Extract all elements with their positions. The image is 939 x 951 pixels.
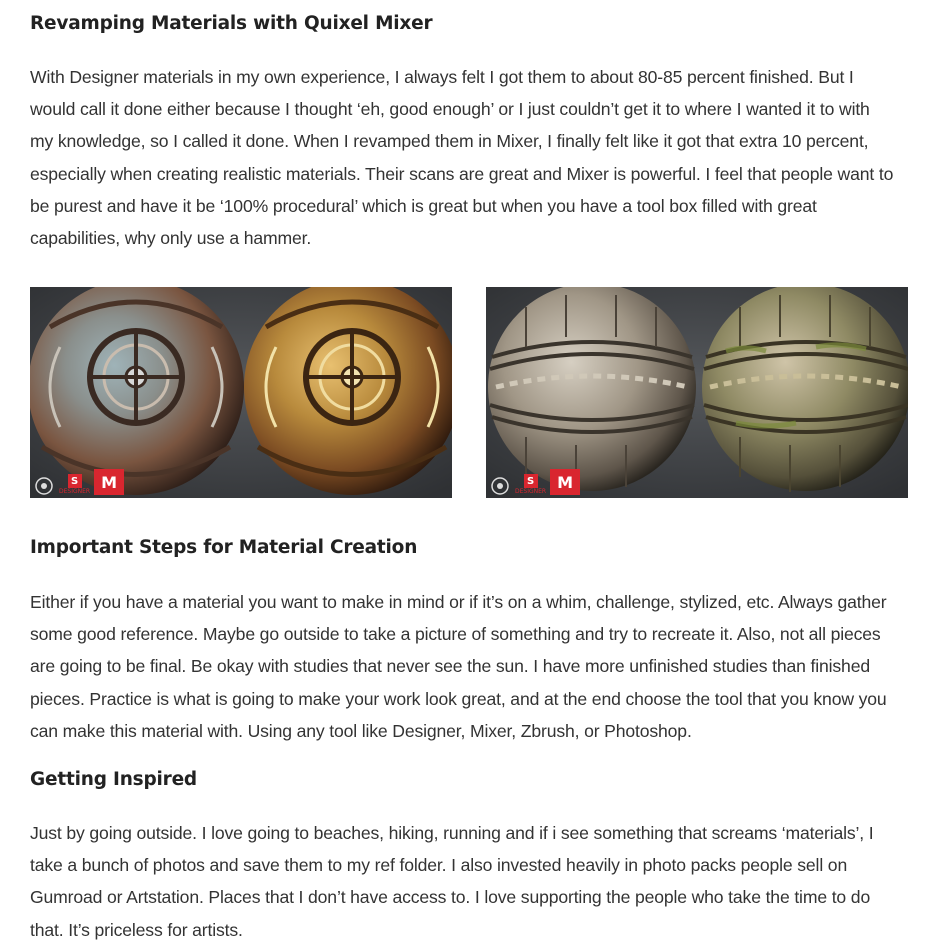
section-heading: Getting Inspired — [30, 769, 197, 790]
software-logos — [489, 469, 580, 495]
marmoset-logo — [33, 477, 55, 495]
substance-designer-logo: S DESIGNER — [59, 475, 91, 495]
marmoset-logo — [489, 477, 511, 495]
section-paragraph: With Designer materials in my own experience, I always felt I got them to about 80-85 percent finished. But I would call it done either because I thought ‘eh, good enough’ or I just couldn’t get it to where I wanted it to with my knowledge, so I called it done. When I revamped them in Mixer, I finally felt like it got that extra 10 percent, especially when creating realistic materials. Their scans are great and Mixer is powerful. I feel that people want to be purest and have it be ‘100% procedural’ which is great but when you have a tool box filled with great capabilities, why only use a hammer. — [30, 67, 894, 249]
section-heading: Important Steps for Material Creation — [30, 537, 418, 558]
software-logos — [33, 469, 124, 495]
section-heading: Revamping Materials with Quixel Mixer — [30, 13, 433, 34]
metal-spheres-render — [30, 287, 452, 498]
stone-spheres-render — [486, 287, 908, 498]
substance-designer-logo: S DESIGNER — [515, 475, 547, 495]
quixel-mixer-logo: M — [94, 469, 124, 495]
quixel-mixer-logo: M — [550, 469, 580, 495]
stone-spheres-image — [486, 287, 908, 498]
section-paragraph: Either if you have a material you want to make in mind or if it’s on a whim, challenge, stylized, etc. Always gather some good reference. Maybe go outside to take a picture of something and try to recreate it. Also, not all pieces are going to be final. Be okay with studies that never see the sun. I have more unfinished studies than finished pieces. Practice is what is going to make your work look great, and at the end choose the tool that you know you can make this material with. Using any tool like Designer, Mixer, Zbrush, or Photoshop. — [30, 592, 887, 741]
metal-spheres-image — [30, 287, 452, 498]
section-paragraph: Just by going outside. I love going to beaches, hiking, running and if i see something that screams ‘materials’, I take a bunch of photos and save them to my ref folder. I also invested heavily in photo packs people sell on Gumroad or Artstation. Places that I don’t have access to. I love supporting the people who take the time to do that. It’s priceless for artists. — [30, 823, 874, 940]
